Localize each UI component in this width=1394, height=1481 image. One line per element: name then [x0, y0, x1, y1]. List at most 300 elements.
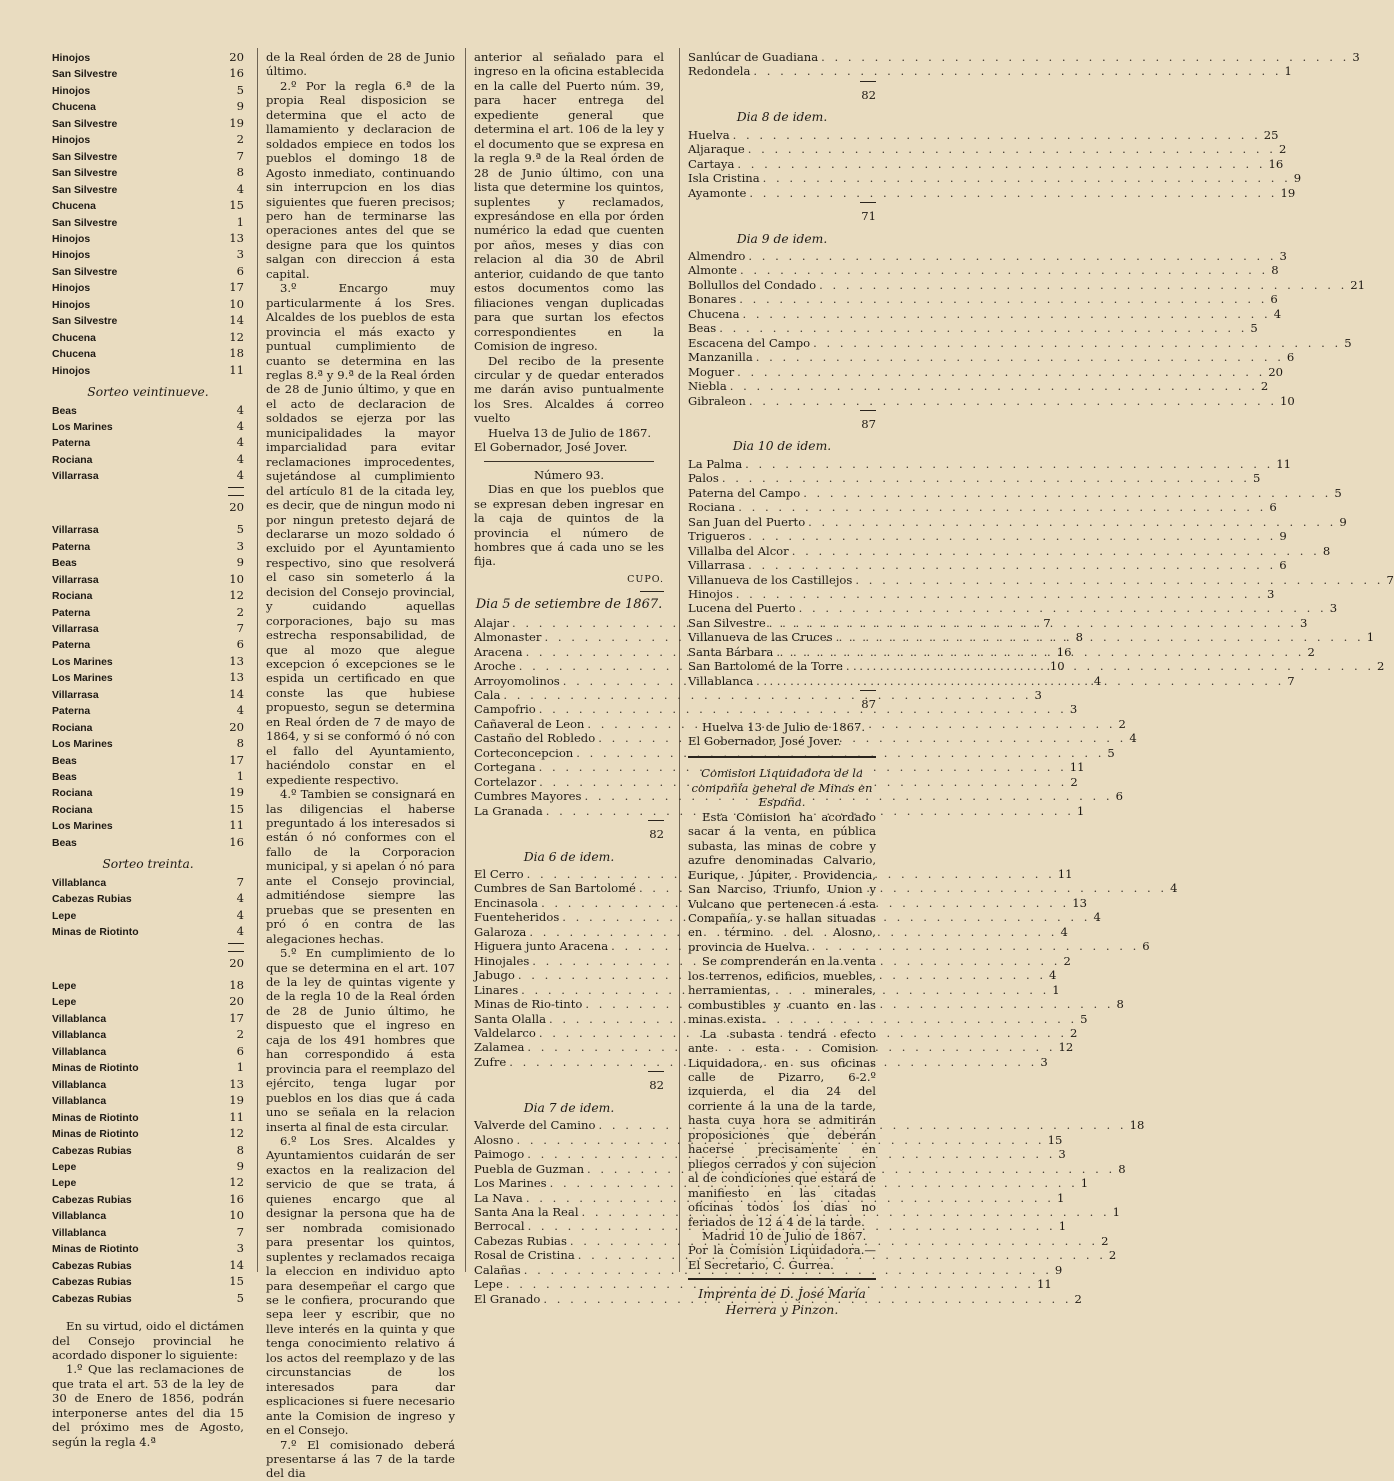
- list-item: [474, 789, 1123, 804]
- town-name: Zalamea: [474, 1040, 525, 1055]
- day-heading: Dia 6 de idem.: [523, 849, 615, 864]
- total: 82: [474, 820, 664, 841]
- dot-leader: [776, 645, 1304, 659]
- town-name: Aracena: [474, 644, 523, 659]
- number-value: 5: [1080, 1011, 1088, 1026]
- number-value: 16: [1268, 156, 1284, 171]
- town-name: Arroyomolinos: [474, 673, 560, 688]
- town-name: Lepe: [474, 1277, 503, 1292]
- number-value: 15: [229, 801, 244, 816]
- town-name: Ayamonte: [688, 185, 747, 200]
- number-value: 1: [236, 769, 244, 784]
- town-list: [688, 50, 1360, 79]
- number-value: 6: [1270, 292, 1278, 307]
- list-item: [52, 264, 244, 280]
- list-item: [688, 263, 1279, 278]
- number-value: 2: [1108, 1248, 1117, 1263]
- town-name: Almonte: [688, 263, 738, 278]
- list-item: [52, 1110, 244, 1126]
- list-item: [52, 1241, 244, 1257]
- town-name: Hinojos: [52, 250, 91, 262]
- list-item: [52, 875, 244, 891]
- dot-leader: [846, 659, 1374, 673]
- town-name: Cortegana: [474, 760, 536, 775]
- dot-leader: [736, 587, 1264, 601]
- list-item: [52, 99, 244, 115]
- number-value: 7: [236, 148, 244, 163]
- town-name: San Bartolomé de la Torre: [688, 659, 843, 674]
- number-value: 9: [236, 555, 244, 570]
- number-value: 9: [1339, 514, 1347, 529]
- list-item: [52, 720, 244, 736]
- divider: [640, 591, 664, 592]
- number-value: 2: [236, 132, 244, 147]
- town-name: Corteconcepcion: [474, 745, 574, 760]
- list-item: [52, 1208, 244, 1224]
- town-name: Paterna del Campo: [688, 485, 801, 500]
- list-item: [52, 1225, 244, 1241]
- town-name: Cabezas Rubias: [52, 1145, 132, 1157]
- paragraph: Esta Comision ha acordado sacar á la venta, en pública subasta, las minas de cobre y azufre denominadas Calvario, Eurique, Júpiter, Providencia, San Narciso, Triunfo, Union y Vulcano que pertenecen á esta Compañía, y se hallan situadas en término del Alosno, provincia de Huelva.: [688, 809, 876, 954]
- number-value: 4: [1273, 306, 1282, 321]
- dot-leader: [803, 486, 1331, 500]
- town-name: Cabezas Rubias: [52, 1277, 132, 1289]
- list-item: [52, 1093, 244, 1109]
- list-item: [688, 277, 1366, 292]
- town-name: Beas: [688, 321, 717, 336]
- list-item: [52, 50, 244, 66]
- list-item: [688, 321, 1258, 336]
- imprenta-line: Herrera y Pinzon.: [725, 1302, 839, 1318]
- town-list: [688, 248, 1366, 408]
- number-value: 8: [236, 1142, 244, 1157]
- list-item: [474, 1161, 1126, 1176]
- number-value: 3: [1352, 50, 1360, 64]
- dot-leader: [836, 630, 1364, 644]
- list-item: [52, 621, 244, 637]
- number-value: 16: [229, 834, 244, 849]
- town-name: Chucena: [52, 102, 96, 114]
- number-value: 7: [236, 1224, 244, 1239]
- number-value: 6: [236, 637, 244, 652]
- town-name: Cañaveral de Leon: [474, 716, 585, 731]
- paragraph: 5.º En cumplimiento de lo que se determina en el art. 107 de la ley de quintas vigente y de la regla 10 de la Real órden de 28 de Junio último, he dispuesto que el ingreso en caja de los 491 hombres que han correspondido á esta provincia para el reemplazo del ejército, tenga lugar por pueblos en los dias que á cada uno se señala en la relacion inserta al final de esta circular.: [266, 946, 455, 1134]
- signature: El Gobernador, José Jover.: [474, 440, 628, 455]
- number-value: 5: [236, 82, 244, 97]
- date-line: Madrid 10 de Julio de 1867.: [702, 1228, 867, 1243]
- dot-leader: [730, 379, 1258, 393]
- list-item: [52, 165, 244, 181]
- paragraph: La subasta tendrá efecto ante esta Comision Liquidadora, en sus oficinas calle de Pizarro, 6-2.º izquierda, el dia 24 del corriente á la una de la tarde, hasta cuya hora se admitirán proposiciones que deberán hacerse precisamente en pliegos cerrados y con sujecion al de condiciones que estará de manifiesto en las citadas oficinas todos los dias no feriados de 12 á 4 de la tarde.: [688, 1026, 876, 1229]
- number-value: 12: [1058, 1040, 1074, 1055]
- town-name: Bonares: [688, 292, 737, 307]
- town-name: Paterna: [52, 438, 91, 450]
- town-name: Chucena: [688, 306, 740, 321]
- town-name: Escacena del Campo: [688, 335, 811, 350]
- number-value: 3: [1329, 601, 1338, 616]
- number-value: 4: [1049, 968, 1057, 983]
- town-name: Valdelarco: [474, 1026, 536, 1040]
- town-name: Paterna: [52, 640, 91, 652]
- town-name: Santa Olalla: [474, 1011, 547, 1026]
- dot-leader: [748, 249, 1276, 263]
- list-item: [688, 306, 1282, 321]
- list-item: [52, 670, 244, 686]
- town-name: Beas: [52, 837, 77, 849]
- number-value: 8: [236, 165, 244, 180]
- heading-sorteo-veintinueve: Sorteo veintinueve.: [87, 385, 209, 400]
- dot-leader: [756, 674, 1284, 688]
- number-value: 14: [229, 686, 244, 701]
- number-value: 2: [1101, 1233, 1109, 1248]
- day-heading: Dia 9 de idem.: [736, 231, 828, 246]
- list-item: [52, 555, 244, 571]
- total: 71: [688, 202, 876, 223]
- number-value: 3: [1299, 615, 1308, 630]
- list-item: [474, 1026, 1078, 1040]
- town-name: Campofrio: [474, 702, 536, 717]
- town-name: Huelva: [688, 127, 730, 142]
- town-name: Villablanca: [52, 877, 107, 889]
- dot-leader: [792, 544, 1320, 558]
- town-name: Villablanca: [52, 1211, 107, 1223]
- town-name: Minas de Rio-tinto: [474, 997, 583, 1012]
- list-item: [52, 116, 244, 132]
- number-value: 8: [1118, 1161, 1126, 1176]
- dot-leader: [743, 307, 1271, 321]
- number-value: 1: [1052, 982, 1060, 997]
- day-heading: Dia 5 de setiembre de 1867.: [475, 597, 663, 613]
- number-value: 20: [229, 50, 244, 64]
- number-value: 3: [1266, 586, 1275, 601]
- town-name: Hinojos: [688, 586, 733, 601]
- number-value: 2: [1118, 716, 1126, 731]
- list-item: [688, 248, 1287, 263]
- town-name: Isla Cristina: [688, 171, 760, 186]
- dot-leader: [753, 64, 1281, 78]
- town-name: Rociana: [52, 454, 93, 466]
- list-item: [52, 435, 244, 451]
- town-name: Villarrasa: [52, 689, 99, 701]
- town-name: Santa Bárbara: [688, 644, 774, 659]
- number-value: 6: [236, 1043, 244, 1058]
- dot-leader: [722, 471, 1250, 485]
- number-value: 4: [1093, 673, 1102, 688]
- number-value: 2: [1063, 953, 1071, 968]
- town-name: San Silvestre: [52, 118, 118, 130]
- numero-heading: Número 93.: [533, 467, 605, 482]
- list-item: [52, 313, 244, 329]
- town-list: [52, 978, 244, 1307]
- number-value: 8: [1116, 997, 1124, 1012]
- number-value: 12: [229, 1126, 244, 1141]
- list-item: [52, 753, 244, 769]
- town-name: Villanueva de las Cruces: [688, 630, 833, 645]
- paragraph: 7.º El comisionado deberá presentarse á las 7 de la tarde del dia: [266, 1437, 455, 1481]
- town-name: Villanueva de los Castillejos: [688, 572, 853, 587]
- town-name: Niebla: [688, 379, 727, 394]
- number-value: 9: [236, 1159, 244, 1173]
- dot-leader: [748, 558, 1276, 572]
- total: 20: [52, 943, 244, 970]
- number-value: 18: [229, 978, 244, 993]
- number-value: 12: [229, 329, 244, 344]
- number-value: 7: [1043, 615, 1051, 630]
- town-name: Manzanilla: [688, 350, 753, 365]
- number-value: 1: [1284, 64, 1292, 79]
- town-name: Gibraleon: [688, 393, 746, 408]
- list-item: [52, 363, 244, 379]
- paragraph: 2.º Por la regla 6.ª de la propia Real disposicion se determina que el acto de llamamiento y declaracion de soldados empiece en todos los pueblos el domingo 18 de Agosto inmediato, continuando sin interrupcion en los dias siguientes que fueren precisos; pero han de terminarse las operaciones antes del que se designe para que los quintos salgan con direccion á esta capital.: [266, 78, 455, 281]
- town-name: Aljaraque: [688, 142, 745, 157]
- number-value: 1: [236, 214, 244, 229]
- town-name: Villablanca: [52, 1013, 107, 1025]
- list-item: [52, 654, 244, 670]
- number-value: 20: [229, 994, 244, 1009]
- town-name: Villablanca: [52, 1096, 107, 1108]
- list-item: [52, 330, 244, 346]
- number-value: 4: [1170, 881, 1178, 896]
- list-item: [52, 637, 244, 653]
- list-item: [688, 335, 1352, 350]
- number-value: 3: [1034, 688, 1042, 703]
- town-name: Villarrasa: [52, 525, 99, 537]
- list-item: [688, 350, 1295, 365]
- list-item: [474, 867, 1073, 882]
- list-item: [688, 364, 1284, 379]
- number-value: 13: [229, 230, 244, 245]
- day-heading: Dia 7 de idem.: [523, 1100, 615, 1115]
- list-item: [688, 558, 1287, 573]
- number-value: 4: [236, 703, 244, 718]
- dot-leader: [748, 142, 1276, 156]
- list-item: [688, 156, 1284, 171]
- number-value: 3: [236, 247, 244, 262]
- town-name: Berrocal: [474, 1219, 525, 1234]
- list-item: [688, 379, 1269, 394]
- list-item: [52, 66, 244, 82]
- number-value: 2: [1070, 774, 1078, 789]
- dot-leader: [748, 529, 1276, 543]
- number-value: 20: [1268, 364, 1284, 379]
- town-name: Beas: [52, 755, 77, 767]
- list-item: [52, 687, 244, 703]
- dot-leader: [745, 457, 1273, 471]
- number-value: 10: [229, 1208, 244, 1223]
- number-value: 17: [229, 752, 244, 767]
- town-name: Lepe: [52, 910, 77, 922]
- day-heading: Dia 8 de idem.: [736, 110, 828, 125]
- town-list: [688, 127, 1302, 200]
- town-name: Rociana: [52, 804, 93, 816]
- town-name: Palos: [688, 471, 719, 486]
- number-value: 2: [1377, 659, 1385, 674]
- list-item: [474, 1190, 1065, 1205]
- list-item: [52, 1159, 244, 1175]
- town-name: Rociana: [52, 788, 93, 800]
- town-list: [52, 403, 244, 485]
- dot-leader: [819, 278, 1347, 292]
- dot-leader: [749, 186, 1277, 200]
- town-name: Paimogo: [474, 1147, 525, 1162]
- number-value: 4: [236, 907, 244, 922]
- list-item: [52, 736, 244, 752]
- town-name: Paterna: [52, 706, 91, 718]
- number-value: 5: [236, 522, 244, 537]
- list-item: [52, 1044, 244, 1060]
- town-name: Lepe: [52, 1162, 77, 1173]
- number-value: 4: [236, 924, 244, 939]
- town-name: Villablanca: [52, 1079, 107, 1091]
- town-name: Lucena del Puerto: [688, 601, 796, 616]
- town-name: Beas: [52, 405, 77, 417]
- town-name: Beas: [52, 558, 77, 570]
- list-item: [52, 572, 244, 588]
- town-name: Rociana: [52, 591, 93, 603]
- number-value: 17: [229, 1010, 244, 1025]
- paragraph: de la Real órden de 28 de Junio último.: [266, 50, 455, 79]
- number-value: 6: [1286, 350, 1295, 365]
- town-name: Linares: [474, 982, 519, 997]
- number-value: 11: [229, 1109, 244, 1124]
- list-item: [52, 419, 244, 435]
- town-name: Lepe: [52, 981, 77, 993]
- list-item: [474, 1054, 1048, 1069]
- town-name: Villarrasa: [52, 623, 99, 635]
- list-item: [52, 1175, 244, 1191]
- list-item: [688, 127, 1279, 142]
- list-item: [474, 774, 1078, 789]
- section-heading: Comision Liquidadora de la compañía general de Minas en España.: [691, 766, 873, 810]
- town-name: Cabezas Rubias: [52, 1293, 132, 1305]
- list-item: [52, 149, 244, 165]
- town-name: Villarrasa: [52, 471, 99, 483]
- number-value: 19: [229, 1093, 244, 1108]
- paragraph: 4.º Tambien se consignará en las diligencias el haberse preguntado á los interesados si están ó nó conformes con el fallo de la Corporacion municipal, y si apelan ó nó para ante el Consejo provincial, admitiéndose siempre las pruebas que se presenten en pró ó en contra de las alegaciones hechas.: [266, 787, 455, 946]
- column-2: [266, 50, 455, 1481]
- number-value: 5: [1252, 471, 1261, 486]
- number-value: 10: [1049, 659, 1065, 674]
- list-item: [52, 539, 244, 555]
- list-item: [688, 601, 1338, 616]
- list-item: [474, 803, 1085, 818]
- dot-leader: [808, 515, 1336, 529]
- number-value: 4: [236, 451, 244, 466]
- town-name: Cabezas Rubias: [52, 894, 132, 906]
- list-item: [474, 1277, 1052, 1292]
- number-value: 11: [1036, 1277, 1052, 1292]
- town-name: Paterna: [52, 607, 91, 619]
- total: 20: [52, 487, 244, 514]
- town-name: San Silvestre: [52, 184, 118, 196]
- list-item: [688, 185, 1296, 200]
- number-value: 8: [236, 736, 244, 751]
- number-value: 20: [229, 719, 244, 734]
- list-item: [52, 835, 244, 851]
- number-value: 7: [236, 620, 244, 635]
- town-list: [52, 50, 244, 379]
- town-name: Villablanca: [52, 1046, 107, 1058]
- town-name: Santa Ana la Real: [474, 1204, 579, 1219]
- town-name: Hinojos: [52, 53, 91, 64]
- dot-leader: [737, 157, 1265, 171]
- list-item: [474, 745, 1115, 760]
- number-value: 10: [1280, 393, 1295, 408]
- town-name: Cala: [474, 688, 501, 703]
- paragraph: Del recibo de la presente circular y de quedar enterados me darán aviso puntualmente los Sres. Alcaldes á correo vuelto: [474, 353, 664, 426]
- number-value: 4: [1060, 924, 1068, 939]
- number-value: 13: [229, 653, 244, 668]
- list-item: [474, 1219, 1067, 1234]
- town-name: Minas de Riotinto: [52, 1244, 139, 1256]
- town-name: Hinojos: [52, 233, 91, 245]
- number-value: 16: [229, 66, 244, 81]
- town-name: San Silvestre: [52, 151, 118, 163]
- list-item: [52, 522, 244, 538]
- list-item: [688, 485, 1342, 500]
- number-value: 1: [1112, 1204, 1121, 1219]
- town-name: Chucena: [52, 349, 96, 361]
- number-value: 9: [1279, 529, 1287, 544]
- number-value: 19: [229, 115, 244, 130]
- number-value: 8: [1271, 263, 1279, 278]
- number-value: 2: [236, 1027, 244, 1042]
- list-item: [52, 1027, 244, 1043]
- total: 87: [688, 690, 876, 711]
- number-value: 13: [229, 1076, 244, 1091]
- list-item: [52, 1291, 244, 1307]
- list-item: [52, 785, 244, 801]
- town-name: Cumbres Mayores: [474, 789, 582, 804]
- list-item: [52, 1077, 244, 1093]
- signature: El Gobernador, José Jover.: [688, 734, 842, 749]
- dot-leader: [756, 350, 1284, 364]
- list-item: [52, 1258, 244, 1274]
- town-name: Los Marines: [52, 821, 113, 833]
- list-item: [474, 982, 1060, 997]
- list-item: [52, 818, 244, 834]
- list-item: [474, 1011, 1088, 1026]
- column-rule: [465, 48, 466, 1272]
- divider: [484, 461, 654, 462]
- dot-leader: [749, 394, 1277, 408]
- number-value: 8: [1075, 630, 1083, 645]
- town-name: Villablanca: [52, 1227, 107, 1239]
- town-name: Hinojos: [52, 283, 91, 295]
- list-item: [52, 247, 244, 263]
- list-item: [688, 543, 1331, 558]
- town-name: Minas de Riotinto: [52, 927, 139, 939]
- list-item: [474, 1118, 1145, 1133]
- town-name: San Silvestre: [52, 168, 118, 180]
- date-line: Huelva 13 de Julio de 1867.: [488, 425, 652, 440]
- town-name: La Nava: [474, 1190, 523, 1205]
- number-value: 3: [236, 538, 244, 553]
- dot-leader: [799, 601, 1327, 615]
- list-item: [52, 1011, 244, 1027]
- number-value: 9: [1293, 171, 1302, 186]
- town-name: Jabugo: [474, 968, 515, 983]
- list-item: [688, 292, 1278, 307]
- town-name: Lepe: [52, 997, 77, 1009]
- town-name: Villalba del Alcor: [688, 543, 789, 558]
- number-value: 2: [1278, 142, 1287, 157]
- town-name: Los Marines: [52, 673, 113, 685]
- number-value: 1: [1058, 1219, 1067, 1234]
- number-value: 16: [1056, 644, 1072, 659]
- list-item: [688, 630, 1375, 645]
- number-value: 1: [236, 1060, 244, 1075]
